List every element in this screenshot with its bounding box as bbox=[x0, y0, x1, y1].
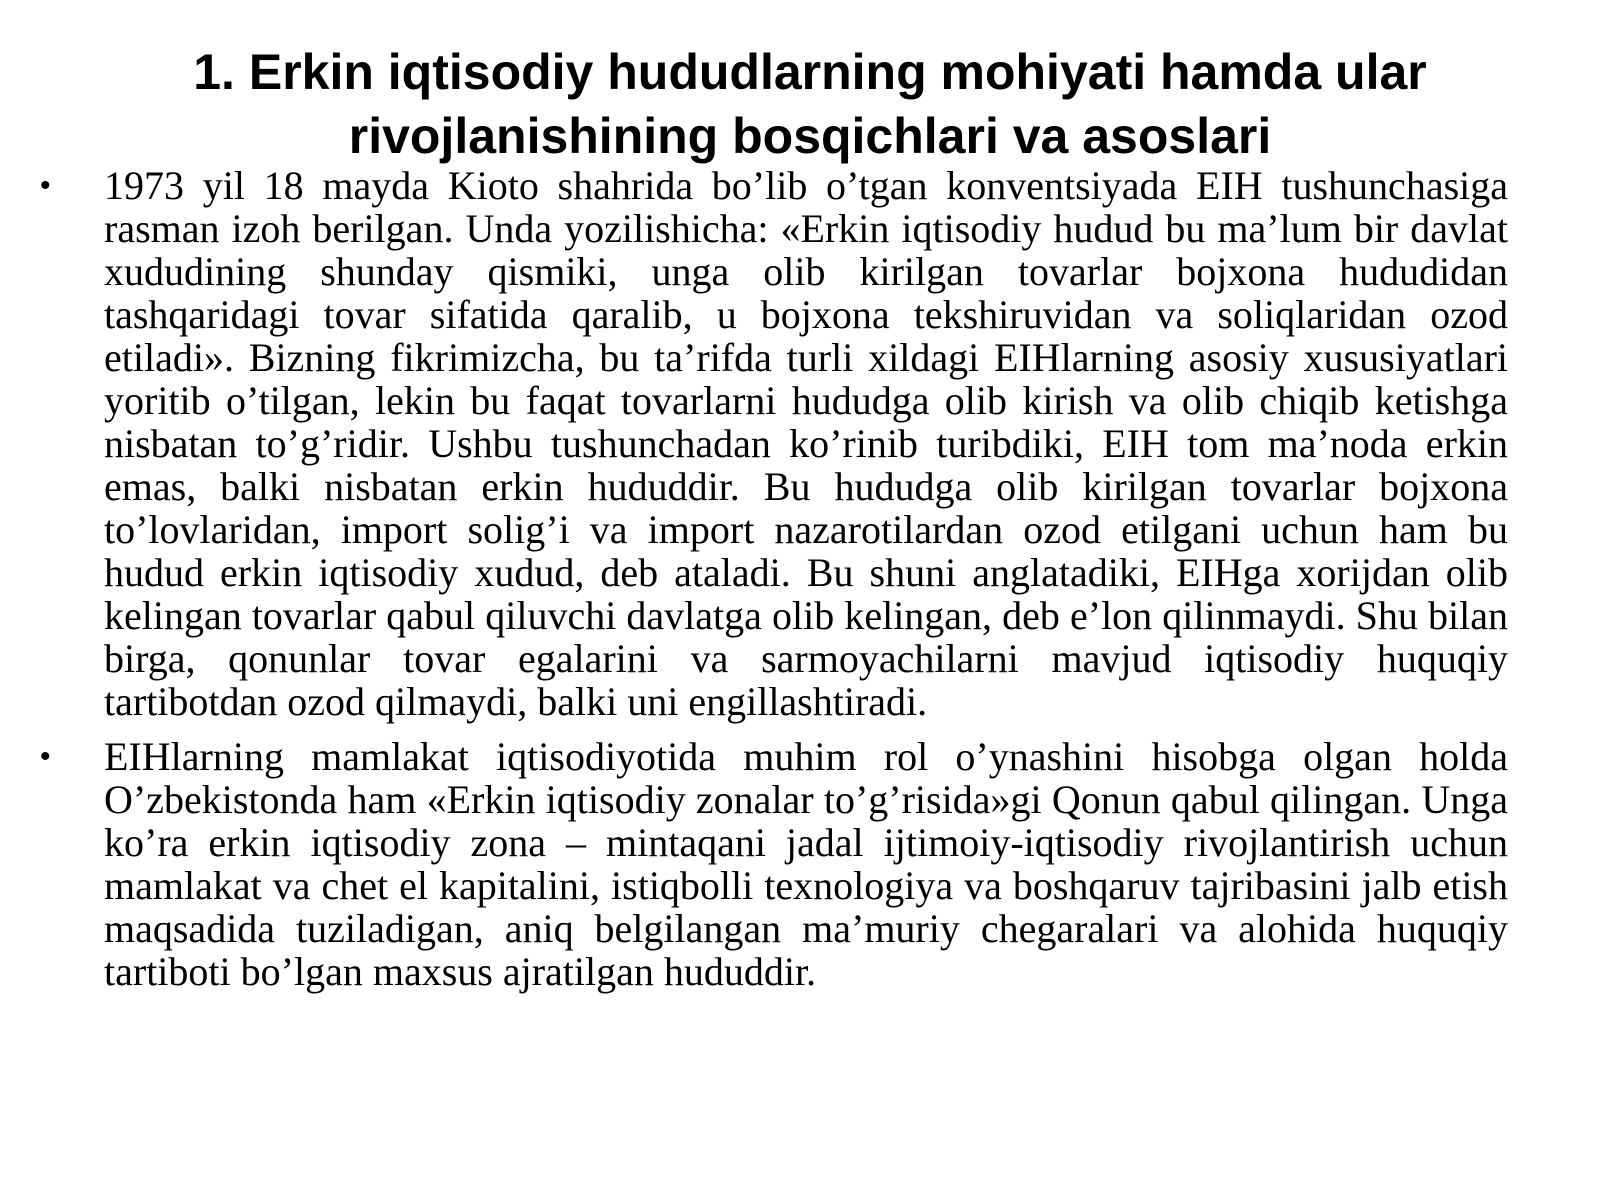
bullet-list bbox=[40, 164, 1508, 1005]
bullet-text: EIHlarning mamlakat iqtisodiyotida muhim rol o’ynashini hisobga olgan holda O’zbekistonda ham «Erkin iqtisodiy zonalar to’g’risida»gi Qonun qabul qilingan. Unga ko’ra erkin iqtisodiy zona – mintaqani jadal ijtimoiy-iqtisodiy rivojlantirish uchun mamlakat va chet el kapitalini, istiqbolli texnologiya va boshqaruv tajribasini jalb etish maqsadida tuziladigan, aniq belgilangan ma’muriy chegaralari va alohida huquqiy tartiboti bo’lgan maxsus ajratilgan hududdir. bbox=[104, 734, 1508, 994]
bullet-icon: • bbox=[40, 740, 51, 773]
bullet-item-kyoto-convention bbox=[40, 164, 1508, 723]
bullet-icon: • bbox=[40, 169, 51, 202]
bullet-text: 1973 yil 18 mayda Kioto shahrida bo’lib o’tgan konventsiyada EIH tushunchasiga rasman izoh berilgan. Unda yozilishicha: «Erkin iqtisodiy hudud bu ma’lum bir davlat xududining shunday qismiki, unga olib kirilgan tovarlar bojxona hududidan tashqaridagi tovar sifatida qaralib, u bojxona tekshiruvidan va soliqlaridan ozod etiladi». Bizning fikrimizcha, bu ta’rifda turli xildagi EIHlarning asosiy xususiyatlari yoritib o’tilgan, lekin bu faqat tovarlarni hududga olib kirish va olib chiqib ketishga nisbatan to’g’ridir. Ushbu tushunchadan ko’rinib turibdiki, EIH tom ma’noda erkin emas, balki nisbatan erkin hududdir. Bu hududga olib kirilgan tovarlar bojxona to’lovlaridan, import solig’i va import nazarotilardan ozod etilgani uchun ham bu hudud erkin iqtisodiy xudud, deb ataladi. Bu shuni anglatadiki, EIHga xorijdan olib kelingan tovarlar qabul qiluvchi davlatga olib kelingan, deb e’lon qilinmaydi. Shu bilan birga, qonunlar tovar egalarini va sarmoyachilarni mavjud iqtisodiy huquqiy tartibotdan ozod qilmaydi, balki uni engillashtiradi. bbox=[104, 163, 1508, 724]
slide-title: 1. Erkin iqtisodiy hududlarning mohiyati hamda ular rivojlanishining bosqichlari va asoslari bbox=[193, 44, 1427, 164]
bullet-item-uzbekistan-law bbox=[40, 735, 1508, 993]
